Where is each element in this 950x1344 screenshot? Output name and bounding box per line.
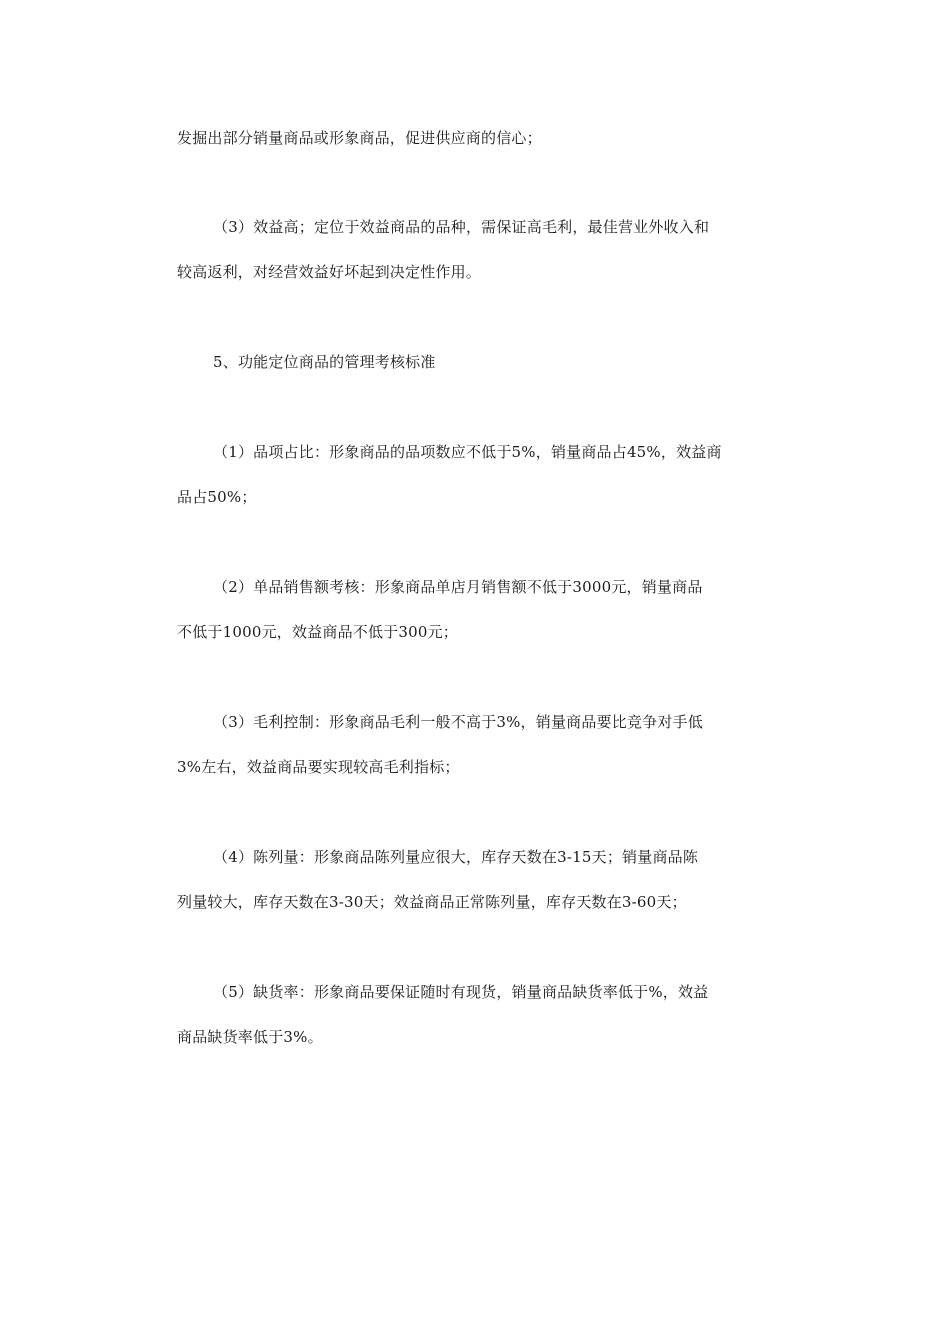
- para-3-efficiency-line-1: （3）效益高；定位于效益商品的品种，需保证高毛利，最佳营业外收入和: [213, 218, 710, 236]
- para-5-stockout-rate-line-2: 商品缺货率低于3%。: [177, 1028, 323, 1046]
- para-4-display-quantity-line-1: （4）陈列量：形象商品陈列量应很大，库存天数在3-15天；销量商品陈: [213, 848, 699, 866]
- para-1-item-ratio-line-2: 品占50%；: [177, 488, 257, 506]
- para-5-stockout-rate-line-1: （5）缺货率：形象商品要保证随时有现货，销量商品缺货率低于%，效益: [213, 983, 709, 1001]
- para-2-sales-assessment-line-2: 不低于1000元，效益商品不低于300元；: [177, 623, 459, 641]
- para-continuation-line-1: 发掘出部分销量商品或形象商品，促进供应商的信心；: [177, 129, 542, 147]
- para-4-display-quantity-line-2: 列量较大，库存天数在3-30天；效益商品正常陈列量，库存天数在3-60天；: [177, 893, 687, 911]
- para-3-margin-control-line-1: （3）毛利控制：形象商品毛利一般不高于3%，销量商品要比竞争对手低: [213, 713, 703, 731]
- para-3-margin-control-line-2: 3%左右，效益商品要实现较高毛利指标；: [177, 758, 460, 776]
- para-1-item-ratio-line-1: （1）品项占比：形象商品的品项数应不低于5%，销量商品占45%，效益商: [213, 443, 722, 461]
- section-5-heading: 5、功能定位商品的管理考核标准: [213, 353, 436, 371]
- para-2-sales-assessment-line-1: （2）单品销售额考核：形象商品单店月销售额不低于3000元，销量商品: [213, 578, 703, 596]
- para-3-efficiency-line-2: 较高返利，对经营效益好坏起到决定性作用。: [177, 263, 482, 281]
